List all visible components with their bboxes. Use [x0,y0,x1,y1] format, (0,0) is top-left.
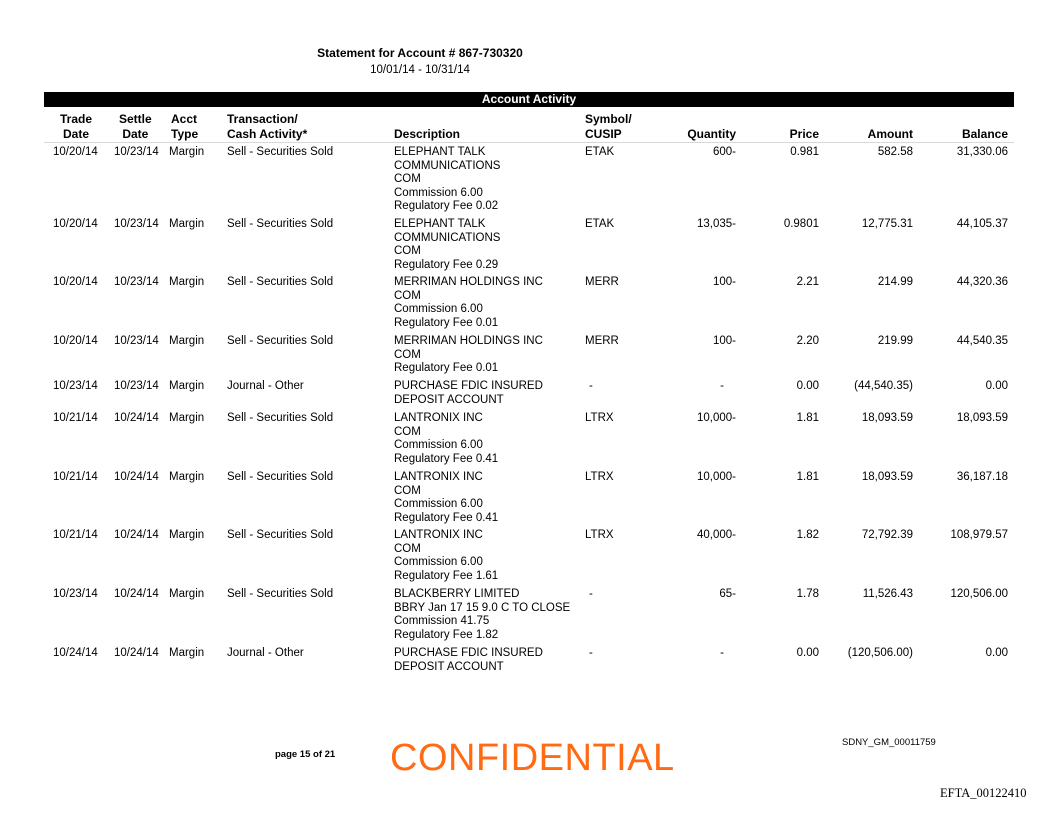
description-line: COM [394,289,421,302]
col-trade-date-line1: Trade [60,112,93,126]
col-acct-type-line2: Type [171,127,199,141]
description-line: Regulatory Fee 0.29 [394,258,499,271]
settle-date: 10/24/14 [114,529,159,541]
description-line: DEPOSIT ACCOUNT [394,660,504,673]
acct-type: Margin [169,471,205,483]
transaction: Sell - Securities Sold [227,218,334,230]
transaction: Sell - Securities Sold [227,471,334,483]
trade-date: 10/20/14 [53,146,98,158]
price: 2.20 [796,335,819,347]
symbol: ETAK [585,146,615,158]
settle-date: 10/23/14 [114,380,159,392]
description-line: COM [394,348,421,361]
amount: 12,775.31 [861,218,913,230]
amount: 18,093.59 [861,412,913,424]
acct-type: Margin [169,588,205,600]
price: 1.78 [796,588,819,600]
page-number: page 15 of 21 [275,749,336,760]
description-line: BBRY Jan 17 15 9.0 C TO CLOSE [394,601,571,614]
description-line: LANTRONIX INC [394,529,483,541]
transaction: Journal - Other [227,647,304,659]
description-line: COM [394,245,421,257]
balance: 0.00 [985,380,1008,392]
trade-date: 10/20/14 [53,276,98,288]
document-id: SDNY_GM_00011759 [842,737,936,748]
statement-period: 10/01/14 - 10/31/14 [370,64,470,76]
symbol: LTRX [585,412,614,424]
header-divider [44,142,1014,143]
settle-date: 10/23/14 [114,146,159,158]
description-line: Regulatory Fee 0.02 [394,200,499,212]
quantity: 600- [712,146,736,158]
acct-type: Margin [169,647,205,659]
description-line: Commission 6.00 [394,439,483,451]
price: 2.21 [796,276,819,288]
amount: (44,540.35) [854,380,913,392]
acct-type: Margin [169,276,205,288]
transaction: Journal - Other [227,380,304,392]
section-title-bar: Account Activity [44,92,1014,107]
description-line: Regulatory Fee 0.41 [394,511,499,524]
col-trade-date-line2: Date [63,127,90,141]
description-line: Commission 6.00 [394,556,483,568]
transaction: Sell - Securities Sold [227,335,334,347]
symbol: LTRX [585,529,614,541]
transaction: Sell - Securities Sold [227,588,334,600]
col-symbol-line2: CUSIP [585,127,622,141]
col-symbol [585,112,632,142]
description-line: PURCHASE FDIC INSURED [394,380,543,392]
description-line: Regulatory Fee 1.82 [394,628,499,641]
amount: 11,526.43 [862,588,913,600]
description-line: ELEPHANT TALK [394,146,486,158]
transaction: Sell - Securities Sold [227,276,334,288]
quantity: - [720,647,724,659]
trade-date: 10/20/14 [53,335,98,347]
description [394,588,570,642]
trade-date: 10/21/14 [53,529,98,541]
description-line: COM [394,542,421,555]
description-line: Commission 41.75 [394,615,490,627]
acct-type: Margin [169,412,205,424]
description-line: PURCHASE FDIC INSURED [394,647,543,659]
description-line: MERRIMAN HOLDINGS INC [394,276,543,288]
quantity: - [720,380,724,392]
acct-type: Margin [169,335,205,347]
col-description: Description [394,127,461,141]
description-line: Regulatory Fee 0.01 [394,362,499,374]
balance: 44,320.36 [956,276,1008,288]
trade-date: 10/23/14 [53,380,98,392]
description-line: COMMUNICATIONS [394,159,501,172]
description-line: Commission 6.00 [394,303,483,315]
col-trade-date [60,112,92,142]
description-line: LANTRONIX INC [394,471,483,483]
description [394,380,543,407]
col-transaction [227,112,307,142]
col-acct-type [171,112,198,142]
balance: 36,187.18 [956,471,1008,483]
trade-date: 10/20/14 [53,218,98,230]
price: 1.81 [796,412,819,424]
balance: 18,093.59 [956,412,1008,424]
price: 0.00 [796,380,819,392]
acct-type: Margin [169,218,205,230]
description-line: LANTRONIX INC [394,412,483,424]
col-price: Price [789,127,819,141]
quantity: 40,000- [696,529,736,541]
symbol: - [589,380,593,392]
description-line: MERRIMAN HOLDINGS INC [394,335,543,347]
description-line: Regulatory Fee 0.01 [394,316,499,329]
symbol: LTRX [585,471,614,483]
balance: 44,540.35 [956,335,1008,347]
amount: 214.99 [877,276,913,288]
description-line: Regulatory Fee 0.41 [394,452,499,465]
description-line: Commission 6.00 [394,498,483,510]
price: 1.82 [796,529,819,541]
description-line: DEPOSIT ACCOUNT [394,393,504,406]
quantity: 13,035- [696,218,736,230]
description-line: BLACKBERRY LIMITED [394,588,520,600]
balance: 108,979.57 [950,529,1008,541]
balance: 120,506.00 [950,588,1008,600]
description-line: ELEPHANT TALK [394,218,486,230]
amount: (120,506.00) [847,647,913,659]
col-settle-date-line1: Settle [119,112,152,126]
quantity: 100- [712,335,736,347]
confidential-stamp: CONFIDENTIAL [390,737,675,779]
description-line: COM [394,173,421,185]
amount: 582.58 [877,146,913,158]
col-settle-date [119,112,152,142]
balance: 0.00 [985,647,1008,659]
description-line: Commission 6.00 [394,186,483,199]
description [394,218,500,272]
description [394,529,498,583]
description-line: COMMUNICATIONS [394,231,501,244]
trade-date: 10/21/14 [53,471,98,483]
description [394,276,543,330]
col-settle-date-line2: Date [122,127,149,141]
col-amount: Amount [867,127,913,141]
symbol: - [589,647,593,659]
description [394,146,500,214]
quantity: 65- [719,588,736,600]
description [394,335,543,376]
transaction: Sell - Securities Sold [227,529,334,541]
transaction: Sell - Securities Sold [227,146,334,158]
description-line: COM [394,484,421,497]
settle-date: 10/24/14 [114,412,159,424]
symbol: MERR [585,335,619,347]
col-acct-type-line1: Acct [171,112,198,126]
settle-date: 10/23/14 [114,335,159,347]
col-transaction-line1: Transaction/ [227,112,298,126]
balance: 31,330.06 [956,146,1008,158]
description-line: COM [394,425,421,438]
description [394,647,543,674]
col-transaction-line2: Cash Activity* [227,127,308,141]
settle-date: 10/24/14 [114,588,159,600]
col-balance: Balance [961,127,1008,141]
quantity: 10,000- [696,471,736,483]
acct-type: Margin [169,529,205,541]
price: 0.9801 [783,218,819,230]
settle-date: 10/23/14 [114,218,159,230]
symbol: - [589,588,593,600]
symbol: ETAK [585,218,615,230]
settle-date: 10/24/14 [114,647,159,659]
description-line: Regulatory Fee 1.61 [394,569,499,582]
settle-date: 10/23/14 [114,276,159,288]
quantity: 100- [712,276,736,288]
symbol: MERR [585,276,619,288]
acct-type: Margin [169,146,205,158]
price: 0.00 [796,647,819,659]
description [394,412,498,466]
quantity: 10,000- [696,412,736,424]
trade-date: 10/23/14 [53,588,98,600]
trade-date: 10/21/14 [53,412,98,424]
settle-date: 10/24/14 [114,471,159,483]
description [394,471,498,525]
price: 1.81 [796,471,819,483]
amount: 18,093.59 [861,471,913,483]
amount: 72,792.39 [861,529,913,541]
statement-title: Statement for Account # 867-730320 [317,46,523,60]
balance: 44,105.37 [956,218,1008,230]
amount: 219.99 [877,335,913,347]
price: 0.981 [790,146,819,158]
col-symbol-line1: Symbol/ [585,112,632,126]
efta-number: EFTA_00122410 [940,786,1027,800]
acct-type: Margin [169,380,205,392]
transaction: Sell - Securities Sold [227,412,334,424]
col-quantity: Quantity [687,127,736,141]
trade-date: 10/24/14 [53,647,98,659]
